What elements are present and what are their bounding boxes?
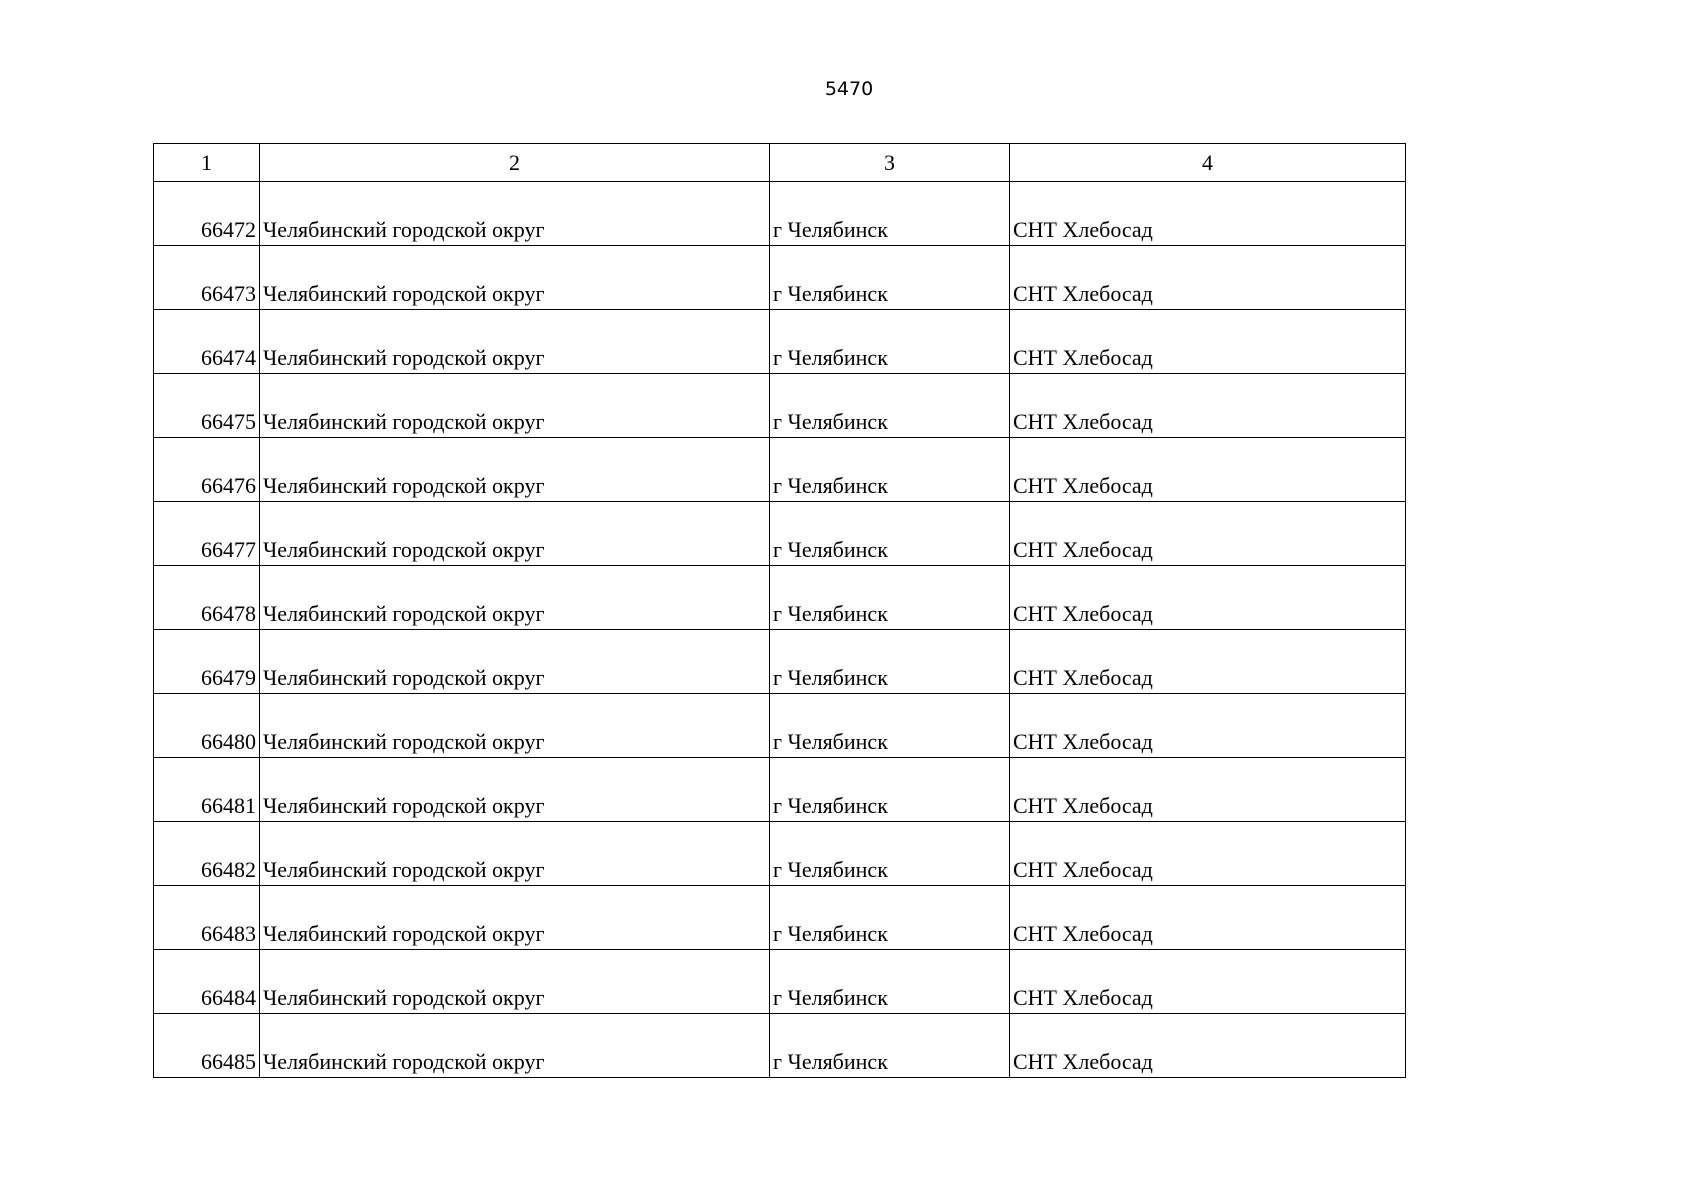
- row-number-cell: 66478: [154, 566, 260, 630]
- row-number-cell: 66474: [154, 310, 260, 374]
- table-row: [154, 950, 1406, 1014]
- city-cell: г Челябинск: [770, 438, 1010, 502]
- row-number-cell: 66482: [154, 822, 260, 886]
- settlement-cell: СНТ Хлебосад: [1010, 630, 1406, 694]
- row-number-cell: 66480: [154, 694, 260, 758]
- row-number-cell: 66476: [154, 438, 260, 502]
- district-cell: Челябинский городской округ: [260, 950, 770, 1014]
- city-cell: г Челябинск: [770, 950, 1010, 1014]
- settlement-cell: СНТ Хлебосад: [1010, 950, 1406, 1014]
- city-cell: г Челябинск: [770, 1014, 1010, 1078]
- district-cell: Челябинский городской округ: [260, 694, 770, 758]
- city-cell: г Челябинск: [770, 886, 1010, 950]
- settlement-cell: СНТ Хлебосад: [1010, 758, 1406, 822]
- settlement-cell: СНТ Хлебосад: [1010, 310, 1406, 374]
- header-cell-3: 3: [770, 144, 1010, 182]
- district-cell: Челябинский городской округ: [260, 886, 770, 950]
- row-number-cell: 66475: [154, 374, 260, 438]
- city-cell: г Челябинск: [770, 246, 1010, 310]
- table-row: [154, 438, 1406, 502]
- district-cell: Челябинский городской округ: [260, 182, 770, 246]
- data-table: [153, 143, 1406, 1078]
- city-cell: г Челябинск: [770, 822, 1010, 886]
- district-cell: Челябинский городской округ: [260, 374, 770, 438]
- settlement-cell: СНТ Хлебосад: [1010, 886, 1406, 950]
- table-row: [154, 502, 1406, 566]
- settlement-cell: СНТ Хлебосад: [1010, 1014, 1406, 1078]
- table-row: [154, 182, 1406, 246]
- row-number-cell: 66479: [154, 630, 260, 694]
- settlement-cell: СНТ Хлебосад: [1010, 566, 1406, 630]
- page-number: 5470: [824, 78, 874, 100]
- table-header: [154, 144, 1406, 182]
- city-cell: г Челябинск: [770, 758, 1010, 822]
- header-cell-2: 2: [260, 144, 770, 182]
- row-number-cell: 66477: [154, 502, 260, 566]
- city-cell: г Челябинск: [770, 374, 1010, 438]
- settlement-cell: СНТ Хлебосад: [1010, 438, 1406, 502]
- city-cell: г Челябинск: [770, 182, 1010, 246]
- settlement-cell: СНТ Хлебосад: [1010, 374, 1406, 438]
- district-cell: Челябинский городской округ: [260, 758, 770, 822]
- table-row: [154, 886, 1406, 950]
- row-number-cell: 66484: [154, 950, 260, 1014]
- district-cell: Челябинский городской округ: [260, 246, 770, 310]
- district-cell: Челябинский городской округ: [260, 438, 770, 502]
- table-row: [154, 310, 1406, 374]
- settlement-cell: СНТ Хлебосад: [1010, 822, 1406, 886]
- table-row: [154, 374, 1406, 438]
- row-number-cell: 66473: [154, 246, 260, 310]
- row-number-cell: 66483: [154, 886, 260, 950]
- district-cell: Челябинский городской округ: [260, 1014, 770, 1078]
- district-cell: Челябинский городской округ: [260, 566, 770, 630]
- settlement-cell: СНТ Хлебосад: [1010, 502, 1406, 566]
- header-cell-1: 1: [154, 144, 260, 182]
- table-row: [154, 694, 1406, 758]
- district-cell: Челябинский городской округ: [260, 630, 770, 694]
- city-cell: г Челябинск: [770, 566, 1010, 630]
- table-body: [154, 182, 1406, 1078]
- row-number-cell: 66485: [154, 1014, 260, 1078]
- header-row: [154, 144, 1406, 182]
- table-row: [154, 822, 1406, 886]
- table-row: [154, 246, 1406, 310]
- table-row: [154, 758, 1406, 822]
- city-cell: г Челябинск: [770, 502, 1010, 566]
- settlement-cell: СНТ Хлебосад: [1010, 246, 1406, 310]
- row-number-cell: 66481: [154, 758, 260, 822]
- city-cell: г Челябинск: [770, 310, 1010, 374]
- table-row: [154, 630, 1406, 694]
- row-number-cell: 66472: [154, 182, 260, 246]
- district-cell: Челябинский городской округ: [260, 822, 770, 886]
- table-row: [154, 566, 1406, 630]
- settlement-cell: СНТ Хлебосад: [1010, 182, 1406, 246]
- city-cell: г Челябинск: [770, 630, 1010, 694]
- district-cell: Челябинский городской округ: [260, 310, 770, 374]
- settlement-cell: СНТ Хлебосад: [1010, 694, 1406, 758]
- table-row: [154, 1014, 1406, 1078]
- header-cell-4: 4: [1010, 144, 1406, 182]
- district-cell: Челябинский городской округ: [260, 502, 770, 566]
- city-cell: г Челябинск: [770, 694, 1010, 758]
